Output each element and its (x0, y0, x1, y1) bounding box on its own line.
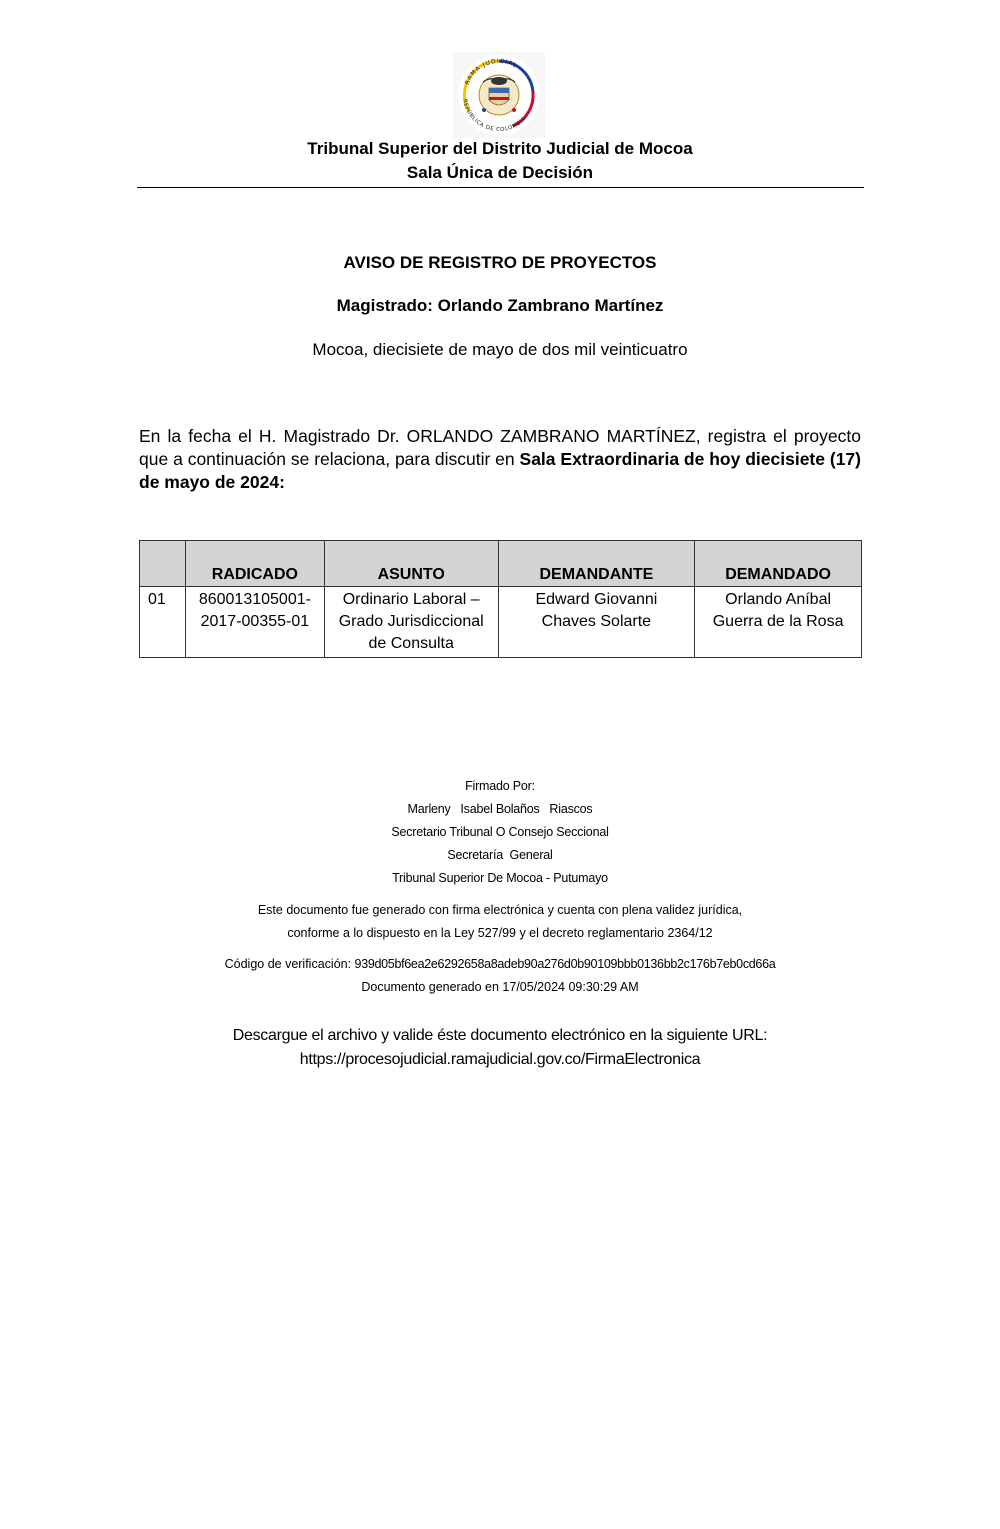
intro-bold-text: Sala Extraordinaria de hoy diecisiete (17) de mayo de 2024: (139, 449, 861, 492)
table-row (140, 587, 862, 658)
demandado-line-2: Guerra de la Rosa (712, 613, 844, 630)
asunto-line-3: de Consulta (368, 635, 454, 652)
col-header-demandante: DEMANDANTE (498, 541, 695, 587)
cell-demandado (695, 587, 862, 658)
seal-top-text: RAMA JUDICIAL (463, 57, 519, 86)
validation-url-link[interactable]: https://procesojudicial.ramajudicial.gov.co/FirmaElectronica (299, 1051, 701, 1068)
signer-office: Tribunal Superior De Mocoa - Putumayo (392, 871, 608, 885)
col-header-demandado: DEMANDADO (695, 541, 862, 587)
asunto-line-1: Ordinario Laboral – (342, 591, 480, 608)
generated-timestamp: Documento generado en 17/05/2024 09:30:29 AM (361, 980, 639, 994)
notice-title: AVISO DE REGISTRO DE PROYECTOS (343, 253, 657, 272)
radicado-line-1: 860013105001- (198, 591, 311, 608)
court-name: Tribunal Superior del Distrito Judicial de Mocoa (307, 139, 693, 158)
signer-department: Secretaría General (447, 848, 553, 862)
signed-by-label: Firmado Por: (465, 779, 535, 793)
chamber-name: Sala Única de Decisión (406, 163, 594, 182)
validity-line-2: conforme a lo dispuesto en la Ley 527/99 y el decreto reglamentario 2364/12 (287, 926, 713, 940)
signer-role: Secretario Tribunal O Consejo Seccional (391, 825, 609, 839)
seal-bottom-text: REPÚBLICA DE COLOMBIA (461, 98, 528, 134)
table-header-row (140, 541, 862, 587)
radicado-line-2: 2017-00355-01 (200, 613, 310, 630)
cell-radicado (185, 587, 324, 658)
projects-table (139, 540, 862, 658)
col-header-number (140, 541, 186, 587)
cell-asunto (324, 587, 498, 658)
signer-name: Marleny Isabel Bolaños Riascos (407, 802, 593, 816)
verification-label: Código de verificación: (224, 957, 355, 971)
col-header-asunto: ASUNTO (324, 541, 498, 587)
verification-line (137, 957, 863, 971)
asunto-line-2: Grado Jurisdiccional (338, 613, 484, 630)
place-date-line: Mocoa, diecisiete de mayo de dos mil veinticuatro (312, 340, 688, 359)
magistrate-line: Magistrado: Orlando Zambrano Martínez (336, 296, 664, 315)
intro-paragraph (139, 425, 861, 494)
download-instructions: Descargue el archivo y valide éste documento electrónico en la siguiente URL: (232, 1027, 768, 1044)
demandado-line-1: Orlando Aníbal (725, 591, 832, 608)
rama-judicial-seal-logo (453, 52, 545, 138)
demandante-line-1: Edward Giovanni (535, 591, 658, 608)
verification-code: 939d05bf6ea2e6292658a8adeb90a276d0b90109bbb0136bb2c176b7eb0cd66a (354, 957, 776, 971)
header-divider (137, 187, 864, 188)
row-number: 01 (140, 587, 186, 658)
intro-text: En la fecha el H. Magistrado Dr. ORLANDO ZAMBRANO MARTÍNEZ, registra el proyecto que a continuación se relaciona, para discutir en (139, 426, 861, 469)
validity-line-1: Este documento fue generado con firma electrónica y cuenta con plena validez jurídica, (257, 903, 743, 917)
cell-demandante (498, 587, 695, 658)
demandante-line-2: Chaves Solarte (541, 613, 652, 630)
col-header-radicado: RADICADO (185, 541, 324, 587)
